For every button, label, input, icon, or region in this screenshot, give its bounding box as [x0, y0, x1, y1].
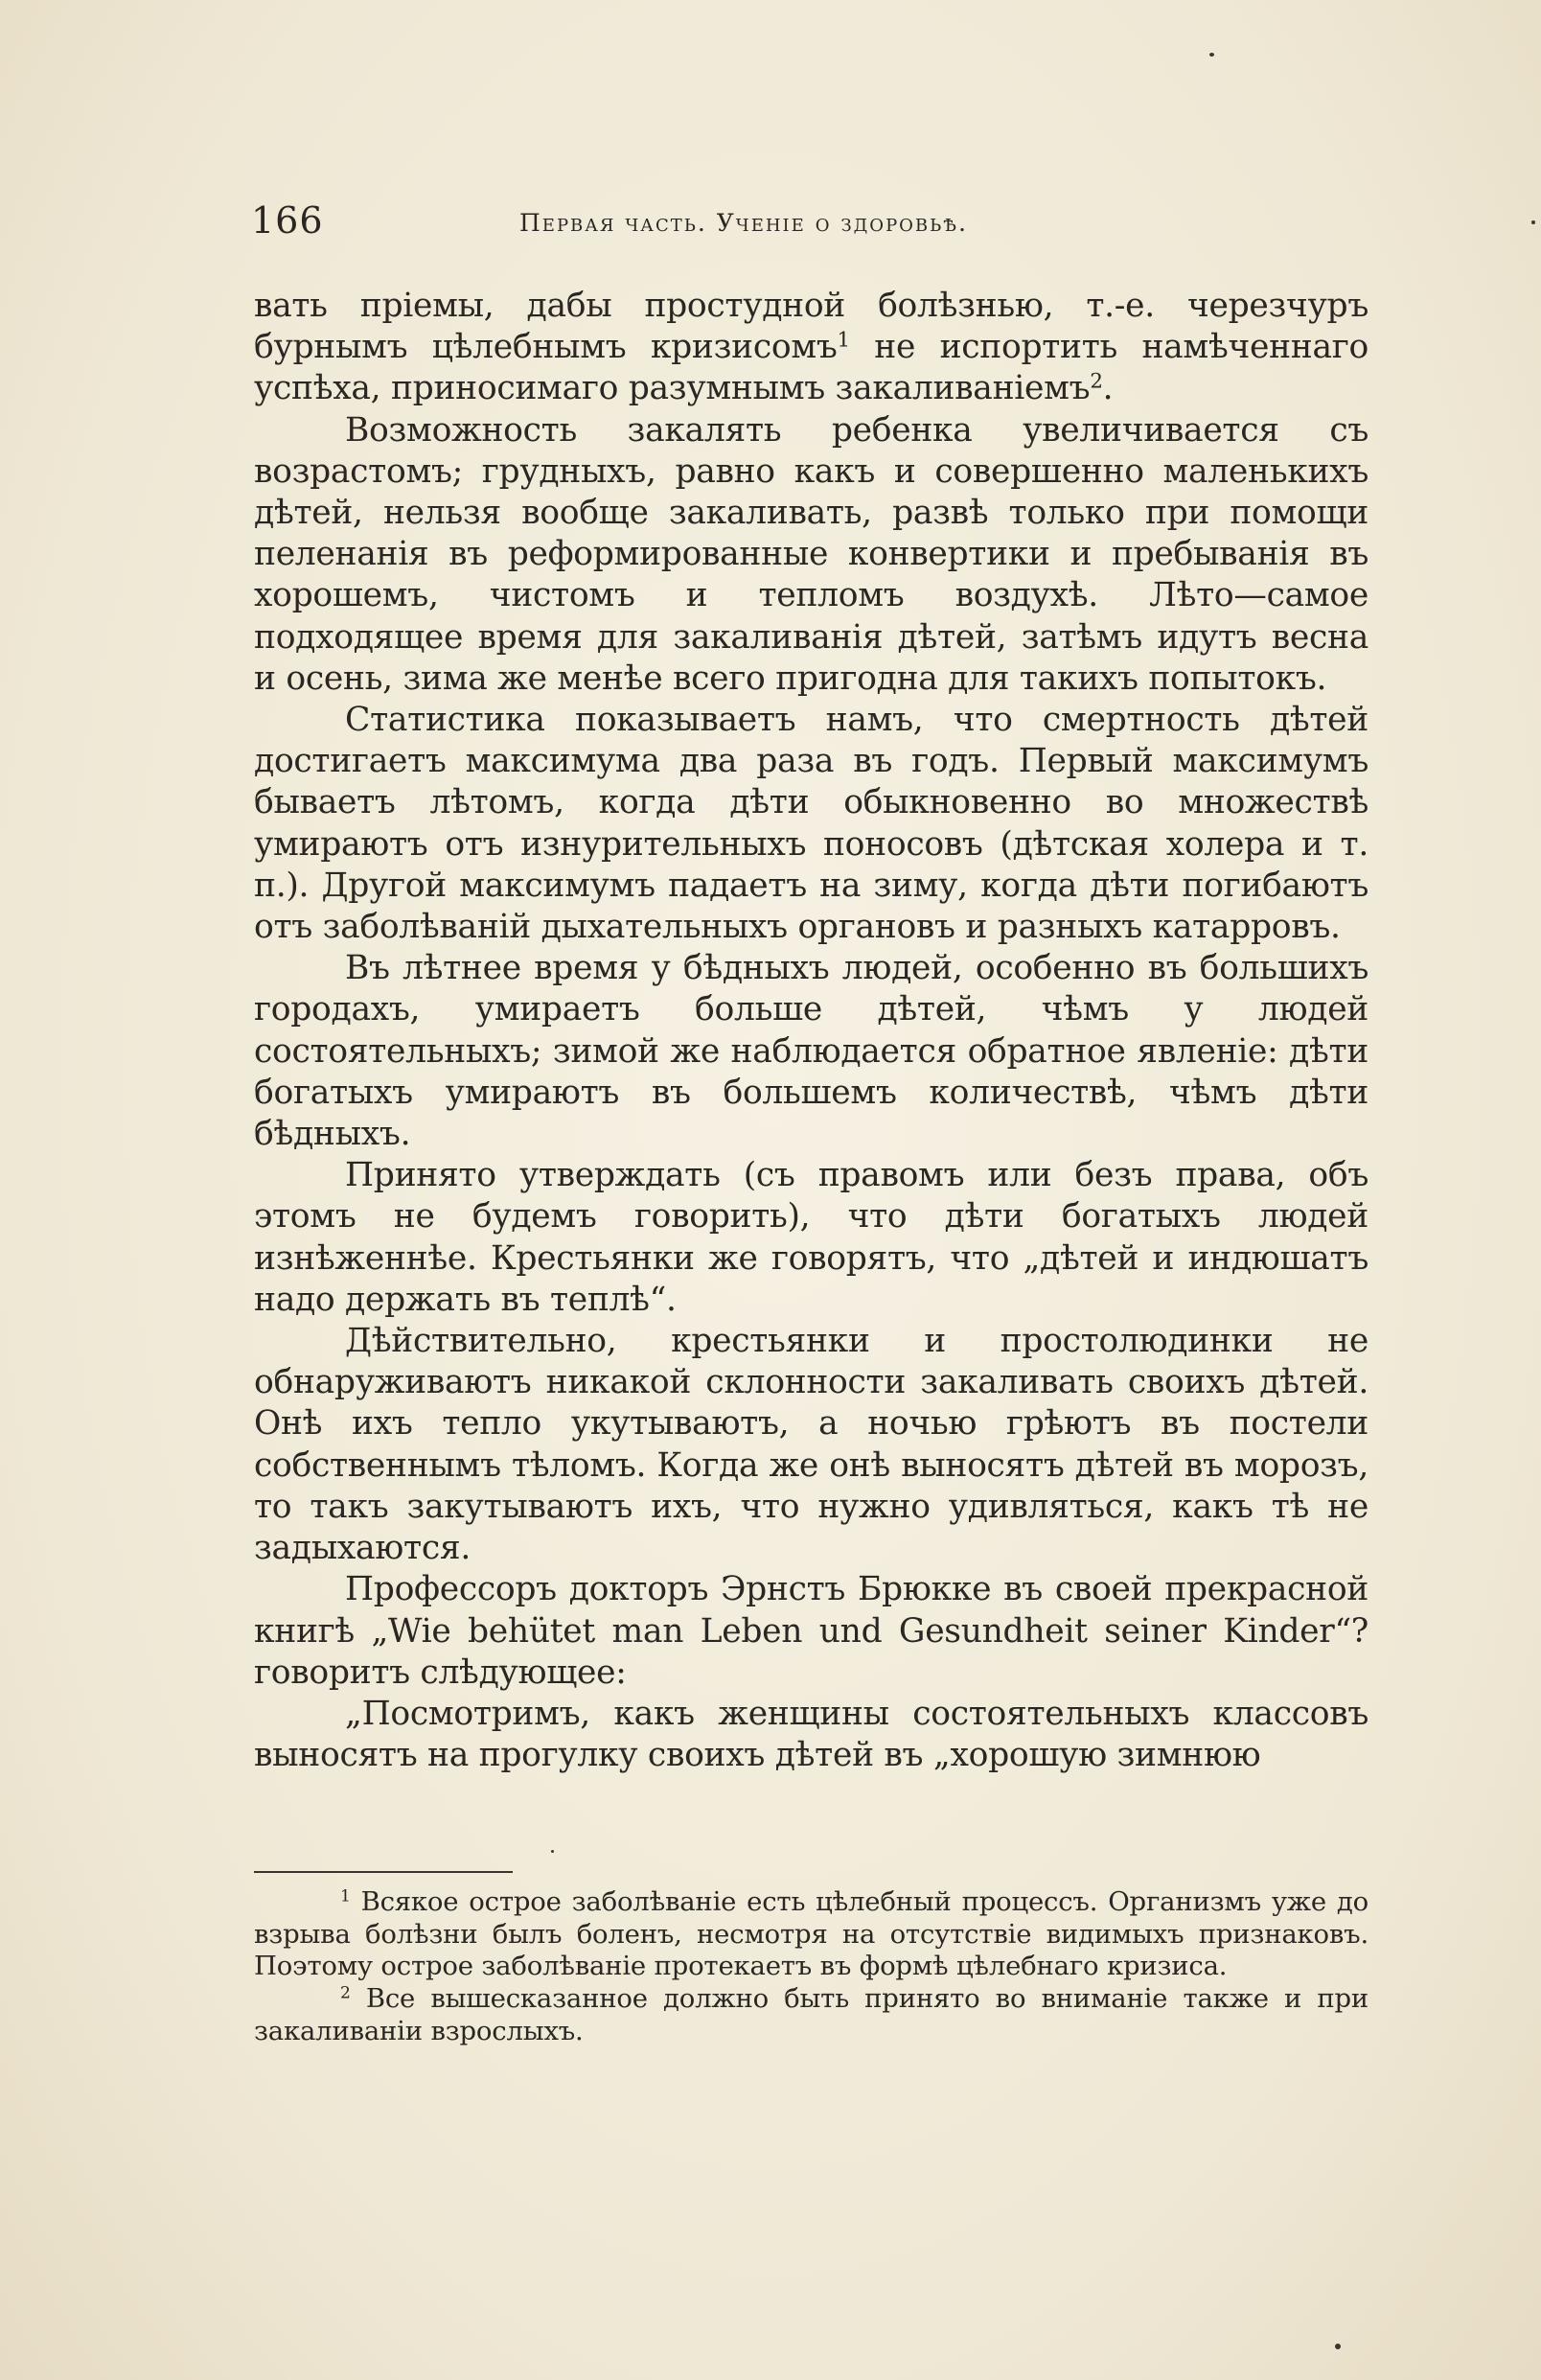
footnote-2: $^2$ Все вышесказанное должно быть принято во вниманіе также и при закаливаніи взрослыхъ. — [254, 1983, 1368, 2046]
paragraph: „Посмотримъ, какъ женщины состоятельныхъ классовъ выносятъ на прогулку своихъ дѣтей въ „хорошую зимнюю — [254, 1694, 1368, 1775]
footnotes — [254, 1886, 1368, 2048]
paragraph-continuation: вать пріемы, дабы простудной болѣзнью, т.-е. черезчуръ бурнымъ цѣлебнымъ кризисомъ$^1$ не испортить намѣченнаго успѣха, приносимаго разумнымъ закаливаніемъ$^2$. — [254, 287, 1369, 408]
footnote-1: $^1$ Всякое острое заболѣваніе есть цѣлебный процессъ. Организмъ уже до взрыва болѣзни былъ боленъ, несмотря на отсутствіе видимыхъ признаковъ. Поэтому острое заболѣваніе протекаетъ въ формѣ цѣлебнаго кризиса. — [254, 1886, 1368, 1982]
paragraph: Въ лѣтнее время у бѣдныхъ людей, особенно въ большихъ городахъ, умираетъ больше дѣтей, чѣмъ у людей состоятельныхъ; зимой же наблюдается обратное явленіе: дѣти богатыхъ умираютъ въ большемъ количествѣ, чѣмъ дѣти бѣдныхъ. — [254, 949, 1368, 1154]
paper-speck — [1335, 2344, 1341, 2349]
body-text — [254, 286, 1368, 1776]
footnote-ref-2: 2 — [1090, 369, 1103, 394]
paragraph: Принято утверждать (съ правомъ или безъ права, объ этомъ не будемъ говорить), что дѣти богатыхъ людей изнѣженнѣе. Крестьянки же говорятъ, что „дѣтей и индюшатъ надо держать въ теплѣ“. — [254, 1156, 1368, 1319]
footnote-divider — [254, 1871, 513, 1873]
page-number: 166 — [251, 199, 324, 242]
paragraph: Дѣйствительно, крестьянки и простолюдинки не обнаруживаютъ никакой склонности закаливать своихъ дѣтей. Онѣ ихъ тепло укутываютъ, а ночью грѣютъ въ постели собственнымъ тѣломъ. Когда же онѣ выносятъ дѣтей въ морозъ, то такъ закутываютъ ихъ, что нужно удивляться, какъ тѣ не задыхаются. — [254, 1322, 1368, 1568]
paper-speck — [1209, 53, 1214, 57]
paragraph: Профессоръ докторъ Эрнстъ Брюкке въ своей прекрасной книгѣ „Wie behütet man Leben und Gesundheit seiner Kinder“? говоритъ слѣдующее: — [254, 1570, 1368, 1692]
footnote-ref-1: 1 — [837, 328, 850, 353]
page-header — [251, 199, 1370, 257]
paragraph: Возможность закалять ребенка увеличивается съ возрастомъ; грудныхъ, равно какъ и совершенно маленькихъ дѣтей, нельзя вообще закаливать, развѣ только при помощи пеленанія въ реформированные конвертики и пребыванія въ хорошемъ, чистомъ и тепломъ воздухѣ. Лѣто—самое подходящее время для закаливанія дѣтей, затѣмъ идутъ весна и осень, зима же менѣе всего пригодна для такихъ попытокъ. — [254, 410, 1368, 698]
paper-speck — [1531, 220, 1535, 224]
running-head: Первая часть. Ученіе о здоровьѣ. — [519, 209, 968, 237]
paragraph: Статистика показываетъ намъ, что смертность дѣтей достигаетъ максимума два раза въ годъ. Первый максимумъ бываетъ лѣтомъ, когда дѣти обыкновенно во множествѣ умираютъ отъ изнурительныхъ поносовъ (дѣтская холера и т. п.). Другой максимумъ падаетъ на зиму, когда дѣти погибаютъ отъ заболѣваній дыхательныхъ органовъ и разныхъ катарровъ. — [254, 701, 1368, 947]
paper-speck — [551, 1850, 554, 1853]
